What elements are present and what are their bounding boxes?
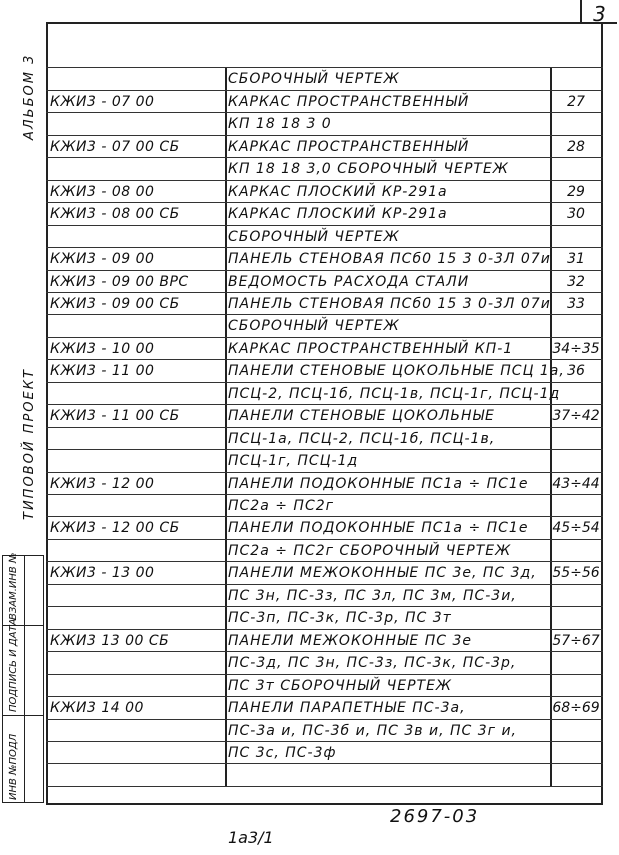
row-code: КЖИ3 - 07 00	[50, 93, 155, 110]
row-rule	[46, 67, 603, 68]
album-label: АЛЬБОМ 3	[22, 53, 37, 140]
row-page: 34÷35	[552, 340, 600, 357]
row-name: ПАНЕЛИ СТЕНОВЫЕ ЦОКОЛЬНЫЕ ПСЦ 1а,	[228, 363, 565, 380]
row-code: КЖИ3 - 10 00	[50, 340, 155, 357]
row-name: ПАНЕЛИ СТЕНОВЫЕ ЦОКОЛЬНЫЕ	[228, 408, 495, 425]
row-page: 36	[567, 363, 585, 380]
row-rule	[46, 606, 603, 607]
project-label: ТИПОВОЙ ПРОЕКТ	[22, 368, 37, 520]
row-rule	[46, 135, 603, 136]
row-name: ПС-3п, ПС-3к, ПС-3р, ПС 3т	[228, 610, 452, 627]
row-name: СБОРОЧНЫЙ ЧЕРТЕЖ	[228, 228, 400, 245]
row-rule	[46, 90, 603, 91]
sheet-number-box	[580, 0, 617, 24]
row-name: КАРКАС ПРОСТРАНСТВЕННЫЙ КП-1	[228, 340, 514, 357]
row-name: ПС-3д, ПС 3н, ПС-3з, ПС-3к, ПС-3р,	[228, 655, 517, 672]
row-rule	[46, 247, 603, 248]
row-name: ПАНЕЛИ МЕЖОКОННЫЕ ПС 3е, ПС 3д,	[228, 565, 537, 582]
row-name: КП 18 18 3,0 СБОРОЧНЫЙ ЧЕРТЕЖ	[228, 161, 509, 178]
row-name: ПС 3с, ПС-3ф	[228, 744, 337, 761]
row-name: ПАНЕЛЬ СТЕНОВАЯ ПСб0 15 3 0-3Л 07и	[228, 251, 551, 268]
row-page: 32	[567, 273, 585, 290]
row-code: КЖИ3 - 07 00 СБ	[50, 138, 180, 155]
row-name: ПС-3а и, ПС-3б и, ПС 3в и, ПС 3г и,	[228, 722, 518, 739]
row-rule	[46, 584, 603, 585]
row-rule	[46, 494, 603, 495]
row-rule	[46, 629, 603, 630]
row-rule	[46, 763, 603, 764]
row-name: КАРКАС ПРОСТРАНСТВЕННЫЙ	[228, 93, 470, 110]
row-page: 29	[567, 183, 585, 200]
row-rule	[46, 696, 603, 697]
row-page: 37÷42	[552, 408, 600, 425]
row-code: КЖИ3 - 13 00	[50, 565, 155, 582]
row-name: ПАНЕЛИ ПОДОКОННЫЕ ПС1а ÷ ПС1е	[228, 520, 529, 537]
row-page: 28	[567, 138, 585, 155]
row-name: ПАНЕЛИ ПАРАПЕТНЫЕ ПС-3а,	[228, 700, 466, 717]
row-code: КЖИ3 - 12 00 СБ	[50, 520, 180, 537]
row-page: 31	[567, 251, 585, 268]
row-code: КЖИ3 14 00	[50, 700, 144, 717]
row-name: ПСЦ-2, ПСЦ-1б, ПСЦ-1в, ПСЦ-1г, ПСЦ-1д	[228, 385, 561, 402]
row-rule	[46, 337, 603, 338]
row-rule	[46, 539, 603, 540]
row-rule	[46, 382, 603, 383]
stamp-inv-podl: ИНВ №ПОДЛ	[8, 733, 19, 800]
row-page: 68÷69	[552, 700, 600, 717]
row-code: КЖИ3 - 09 00	[50, 251, 155, 268]
row-code: КЖИ3 13 00 СБ	[50, 632, 170, 649]
row-code: КЖИ3 - 09 00 СБ	[50, 295, 180, 312]
signature-mark: 1а3/1	[228, 828, 274, 847]
row-rule	[46, 741, 603, 742]
row-rule	[46, 719, 603, 720]
row-page: 30	[567, 206, 585, 223]
stamp-podpis-data: ПОДПИСЬ И ДАТА	[8, 618, 19, 712]
row-name: КАРКАС ПРОСТРАНСТВЕННЫЙ	[228, 138, 470, 155]
row-rule	[46, 561, 603, 562]
stamp-divider	[2, 715, 44, 716]
row-rule	[46, 270, 603, 271]
row-page: 27	[567, 93, 585, 110]
document-number: 2697-03	[390, 806, 480, 827]
row-rule	[46, 516, 603, 517]
row-name: КАРКАС ПЛОСКИЙ КР-291а	[228, 206, 448, 223]
row-name: КАРКАС ПЛОСКИЙ КР-291а	[228, 183, 448, 200]
row-code: КЖИ3 - 12 00	[50, 475, 155, 492]
row-name: ПС2а ÷ ПС2г	[228, 498, 334, 514]
row-rule	[46, 157, 603, 158]
row-rule	[46, 314, 603, 315]
row-rule	[46, 180, 603, 181]
row-rule	[46, 112, 603, 113]
row-page: 55÷56	[552, 565, 600, 582]
row-code: КЖИ3 - 11 00	[50, 363, 155, 380]
row-name: ПАНЕЛИ МЕЖОКОННЫЕ ПС 3е	[228, 632, 472, 649]
row-rule	[46, 427, 603, 428]
row-name: СБОРОЧНЫЙ ЧЕРТЕЖ	[228, 318, 400, 335]
row-rule	[46, 674, 603, 675]
sheet-number: 3	[593, 2, 606, 26]
row-name: ПАНЕЛЬ СТЕНОВАЯ ПСб0 15 3 0-3Л 07и	[228, 295, 551, 312]
stamp-vzam-inv: ВЗАМ.ИНВ №	[8, 552, 19, 620]
row-code: КЖИ3 - 09 00 ВРС	[50, 273, 189, 290]
row-name: СБОРОЧНЫЙ ЧЕРТЕЖ	[228, 71, 400, 88]
row-code: КЖИ3 - 08 00	[50, 183, 155, 200]
row-rule	[46, 404, 603, 405]
row-rule	[46, 449, 603, 450]
row-name: ПСЦ-1а, ПСЦ-2, ПСЦ-1б, ПСЦ-1в,	[228, 430, 496, 447]
row-name: ПСЦ-1г, ПСЦ-1д	[228, 453, 359, 470]
row-page: 43÷44	[552, 475, 600, 492]
row-rule	[46, 225, 603, 226]
row-rule	[46, 202, 603, 203]
row-code: КЖИ3 - 08 00 СБ	[50, 206, 180, 223]
stamp-inner-divider	[24, 555, 25, 803]
row-page: 57÷67	[552, 632, 600, 649]
row-name: ПС 3т СБОРОЧНЫЙ ЧЕРТЕЖ	[228, 677, 452, 694]
row-page: 33	[567, 295, 585, 312]
row-rule	[46, 786, 603, 787]
row-code: КЖИ3 - 11 00 СБ	[50, 408, 180, 425]
row-name: ВЕДОМОСТЬ РАСХОДА СТАЛИ	[228, 273, 470, 290]
row-name: КП 18 18 3 0	[228, 116, 332, 133]
row-name: ПС2а ÷ ПС2г СБОРОЧНЫЙ ЧЕРТЕЖ	[228, 542, 512, 559]
row-rule	[46, 472, 603, 473]
row-page: 45÷54	[552, 520, 600, 537]
row-rule	[46, 292, 603, 293]
row-name: ПАНЕЛИ ПОДОКОННЫЕ ПС1а ÷ ПС1е	[228, 475, 529, 492]
row-rule	[46, 359, 603, 360]
row-rule	[46, 651, 603, 652]
row-name: ПС 3н, ПС-3з, ПС 3л, ПС 3м, ПС-3и,	[228, 587, 517, 604]
